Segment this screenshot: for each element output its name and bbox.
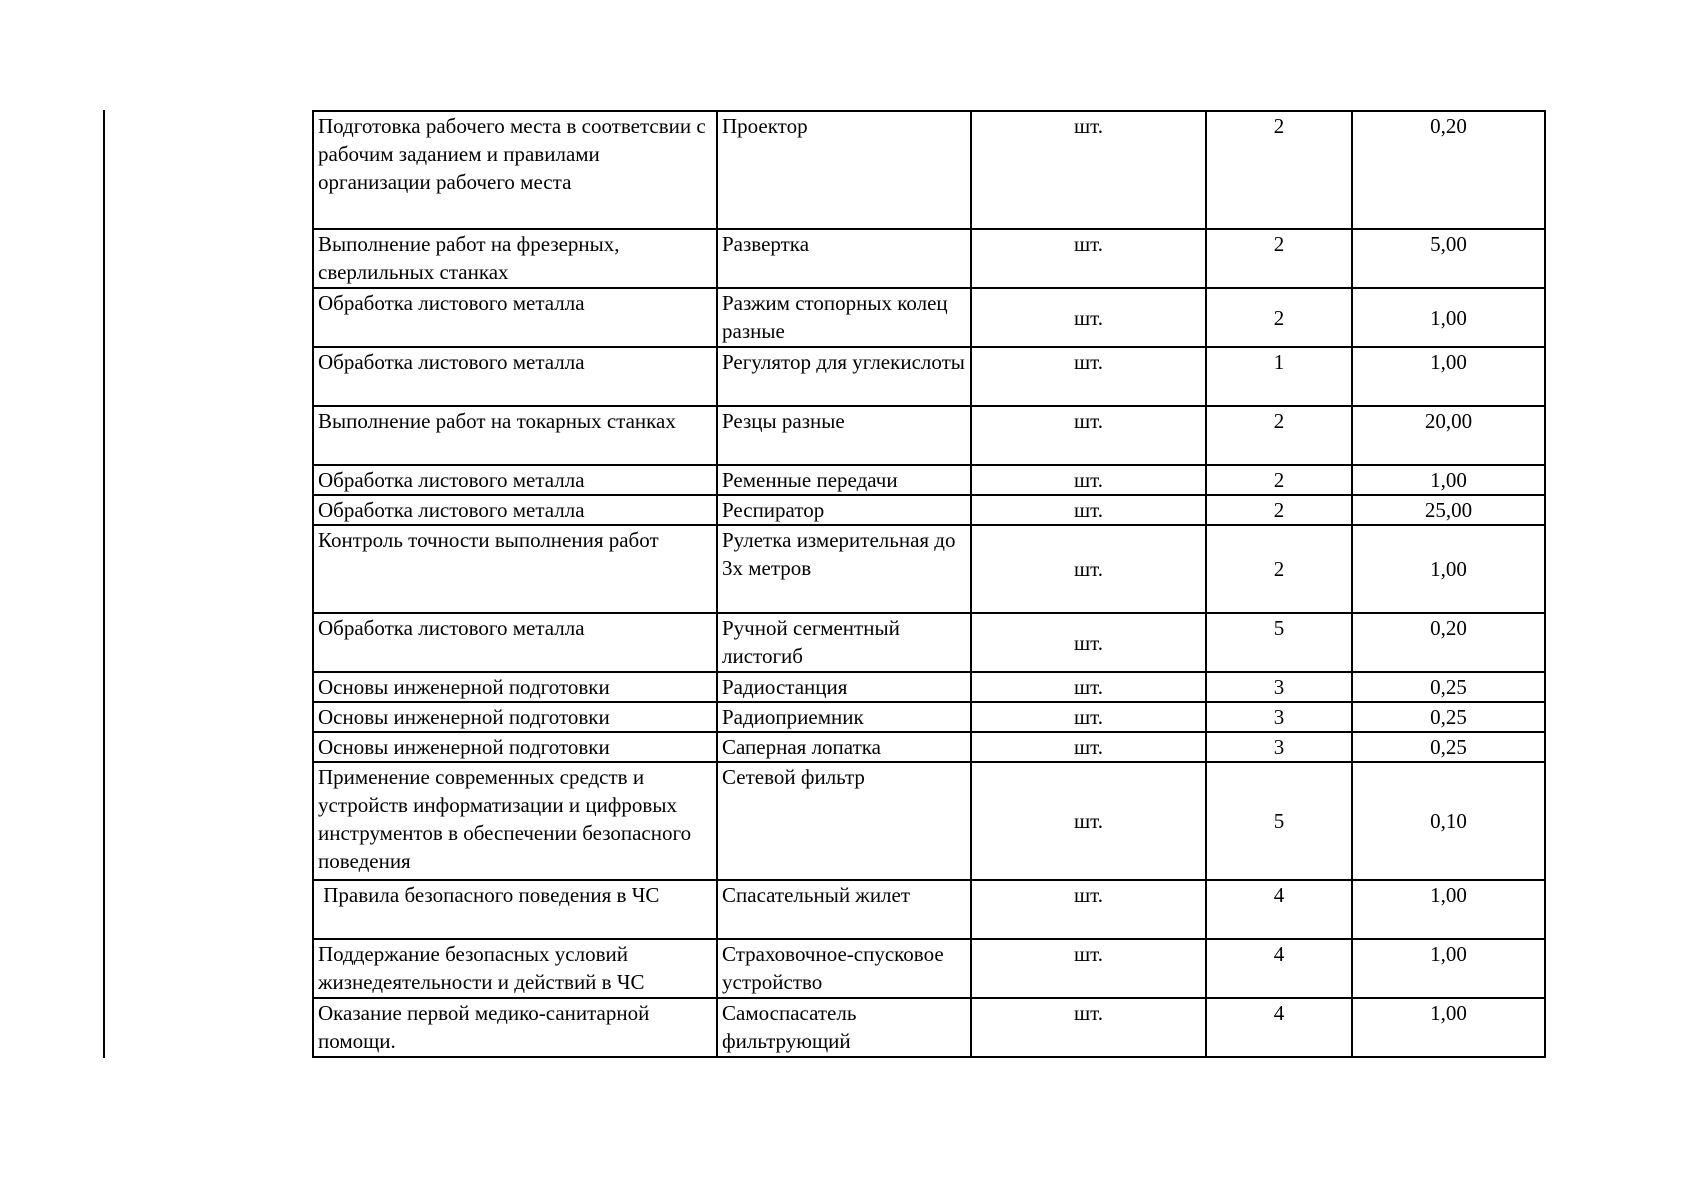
service-life-cell: 1,00 bbox=[1352, 347, 1545, 406]
table-row bbox=[313, 465, 1545, 495]
table-row bbox=[313, 288, 1545, 347]
item-cell: Регулятор для углекислоты bbox=[717, 347, 971, 406]
table-row bbox=[313, 880, 1545, 939]
service-life-cell: 1,00 bbox=[1352, 939, 1545, 998]
service-life-cell: 0,25 bbox=[1352, 732, 1545, 762]
table-row bbox=[313, 732, 1545, 762]
activity-cell: Основы инженерной подготовки bbox=[313, 672, 717, 702]
item-cell: Саперная лопатка bbox=[717, 732, 971, 762]
table-row bbox=[313, 998, 1545, 1057]
table-row bbox=[313, 406, 1545, 465]
quantity-cell: 5 bbox=[1206, 613, 1352, 672]
service-life-cell: 0,10 bbox=[1352, 762, 1545, 880]
table-row bbox=[313, 613, 1545, 672]
table-row bbox=[313, 495, 1545, 525]
table-row bbox=[313, 702, 1545, 732]
table-row bbox=[313, 525, 1545, 613]
quantity-cell: 2 bbox=[1206, 406, 1352, 465]
item-cell: Проектор bbox=[717, 111, 971, 229]
activity-cell: Основы инженерной подготовки bbox=[313, 732, 717, 762]
unit-cell: шт. bbox=[971, 495, 1206, 525]
unit-cell: шт. bbox=[971, 939, 1206, 998]
quantity-cell: 5 bbox=[1206, 762, 1352, 880]
table-row bbox=[313, 111, 1545, 229]
activity-cell: Оказание первой медико-санитарной помощи. bbox=[313, 998, 717, 1057]
quantity-cell: 3 bbox=[1206, 732, 1352, 762]
activity-cell: Обработка листового металла bbox=[313, 288, 717, 347]
unit-cell: шт. bbox=[971, 465, 1206, 495]
quantity-cell: 4 bbox=[1206, 880, 1352, 939]
unit-cell: шт. bbox=[971, 288, 1206, 347]
table-row bbox=[313, 229, 1545, 288]
unit-cell: шт. bbox=[971, 111, 1206, 229]
table-row bbox=[313, 347, 1545, 406]
item-cell: Радиоприемник bbox=[717, 702, 971, 732]
activity-cell: Применение современных средств и устройств информатизации и цифровых инструментов в обеспечении безопасного поведения bbox=[313, 762, 717, 880]
activity-cell: Подготовка рабочего места в соответсвии с рабочим заданием и правилами организации рабочего места bbox=[313, 111, 717, 229]
service-life-cell: 1,00 bbox=[1352, 525, 1545, 613]
unit-cell: шт. bbox=[971, 702, 1206, 732]
unit-cell: шт. bbox=[971, 347, 1206, 406]
unit-cell: шт. bbox=[971, 613, 1206, 672]
activity-cell: Обработка листового металла bbox=[313, 613, 717, 672]
unit-cell: шт. bbox=[971, 998, 1206, 1057]
service-life-cell: 0,20 bbox=[1352, 111, 1545, 229]
service-life-cell: 25,00 bbox=[1352, 495, 1545, 525]
service-life-cell: 1,00 bbox=[1352, 465, 1545, 495]
quantity-cell: 2 bbox=[1206, 465, 1352, 495]
quantity-cell: 2 bbox=[1206, 111, 1352, 229]
activity-cell: Обработка листового металла bbox=[313, 495, 717, 525]
unit-cell: шт. bbox=[971, 406, 1206, 465]
activity-cell: Правила безопасного поведения в ЧС bbox=[313, 880, 717, 939]
quantity-cell: 4 bbox=[1206, 998, 1352, 1057]
service-life-cell: 1,00 bbox=[1352, 880, 1545, 939]
unit-cell: шт. bbox=[971, 880, 1206, 939]
item-cell: Ручной сегментный листогиб bbox=[717, 613, 971, 672]
item-cell: Развертка bbox=[717, 229, 971, 288]
activity-cell: Поддержание безопасных условий жизнедеятельности и действий в ЧС bbox=[313, 939, 717, 998]
item-cell: Ременные передачи bbox=[717, 465, 971, 495]
quantity-cell: 4 bbox=[1206, 939, 1352, 998]
table-row bbox=[313, 672, 1545, 702]
page-margin-line bbox=[103, 110, 105, 1058]
item-cell: Разжим стопорных колец разные bbox=[717, 288, 971, 347]
service-life-cell: 1,00 bbox=[1352, 998, 1545, 1057]
service-life-cell: 0,25 bbox=[1352, 672, 1545, 702]
table-row bbox=[313, 762, 1545, 880]
unit-cell: шт. bbox=[971, 762, 1206, 880]
item-cell: Резцы разные bbox=[717, 406, 971, 465]
service-life-cell: 0,20 bbox=[1352, 613, 1545, 672]
quantity-cell: 2 bbox=[1206, 288, 1352, 347]
quantity-cell: 2 bbox=[1206, 495, 1352, 525]
equipment-table bbox=[312, 110, 1546, 1058]
activity-cell: Обработка листового металла bbox=[313, 347, 717, 406]
unit-cell: шт. bbox=[971, 732, 1206, 762]
quantity-cell: 3 bbox=[1206, 702, 1352, 732]
service-life-cell: 20,00 bbox=[1352, 406, 1545, 465]
unit-cell: шт. bbox=[971, 672, 1206, 702]
activity-cell: Выполнение работ на фрезерных, сверлильных станках bbox=[313, 229, 717, 288]
table-row bbox=[313, 939, 1545, 998]
activity-cell: Обработка листового металла bbox=[313, 465, 717, 495]
item-cell: Самоспасатель фильтрующий bbox=[717, 998, 971, 1057]
quantity-cell: 1 bbox=[1206, 347, 1352, 406]
activity-cell: Основы инженерной подготовки bbox=[313, 702, 717, 732]
item-cell: Спасательный жилет bbox=[717, 880, 971, 939]
activity-cell: Выполнение работ на токарных станках bbox=[313, 406, 717, 465]
item-cell: Респиратор bbox=[717, 495, 971, 525]
service-life-cell: 0,25 bbox=[1352, 702, 1545, 732]
service-life-cell: 5,00 bbox=[1352, 229, 1545, 288]
quantity-cell: 2 bbox=[1206, 229, 1352, 288]
unit-cell: шт. bbox=[971, 229, 1206, 288]
quantity-cell: 3 bbox=[1206, 672, 1352, 702]
service-life-cell: 1,00 bbox=[1352, 288, 1545, 347]
item-cell: Сетевой фильтр bbox=[717, 762, 971, 880]
item-cell: Страховочное-спусковое устройство bbox=[717, 939, 971, 998]
item-cell: Рулетка измерительная до 3х метров bbox=[717, 525, 971, 613]
quantity-cell: 2 bbox=[1206, 525, 1352, 613]
item-cell: Радиостанция bbox=[717, 672, 971, 702]
activity-cell: Контроль точности выполнения работ bbox=[313, 525, 717, 613]
unit-cell: шт. bbox=[971, 525, 1206, 613]
